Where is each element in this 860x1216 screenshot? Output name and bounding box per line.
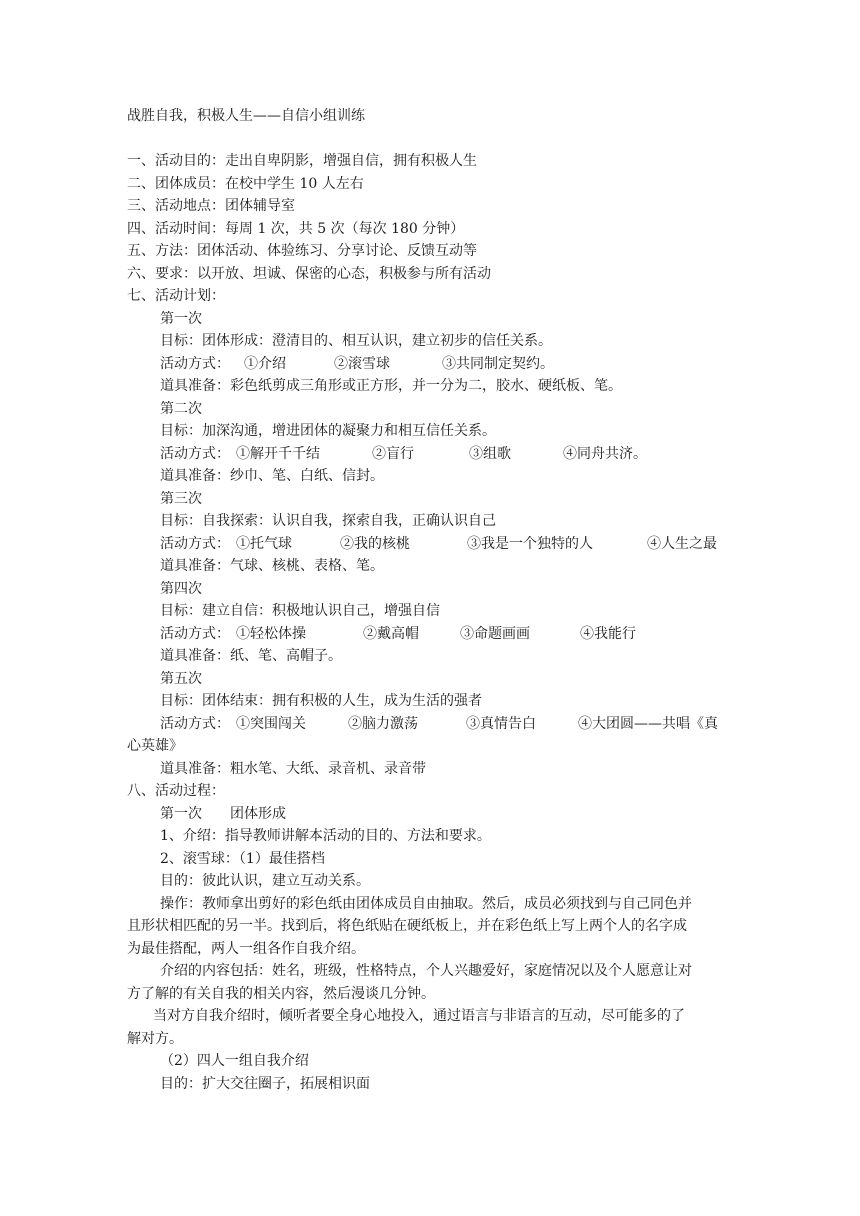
activity-item: ①突围闯关 <box>236 716 306 732</box>
session-label: 第三次 <box>160 491 202 507</box>
activity-item: ①解开千千结 <box>236 446 320 462</box>
session-goal: 目标：加深沟通，增进团体的凝聚力和相互信任关系。 <box>160 423 496 439</box>
activity-item: ④大团圆——共唱《真 <box>578 716 718 732</box>
session-label: 第一次 <box>160 311 202 327</box>
activity-item: ②我的核桃 <box>340 536 410 552</box>
activities-label: 活动方式： <box>160 536 230 552</box>
session-goal: 目标：团体形成：澄清目的、相互认识，建立初步的信任关系。 <box>160 333 552 349</box>
session-goal: 目标：建立自信：积极地认识自己，增强自信 <box>160 603 440 619</box>
paragraph-line: 解对方。 <box>127 1031 183 1047</box>
activity-item: ③共同制定契约。 <box>442 356 554 372</box>
section-time: 四、活动时间：每周 1 次，共 5 次（每次 180 分钟） <box>127 221 465 237</box>
session-activities-wrap: 心英雄》 <box>127 738 183 754</box>
activity-item: ②脑力激荡 <box>348 716 418 732</box>
activity-item: ②滚雪球 <box>334 356 390 372</box>
activities-label: 活动方式： <box>160 716 230 732</box>
paragraph-line: 当对方自我介绍时，倾听者要全身心地投入，通过语言与非语言的互动，尽可能多的了 <box>153 1008 685 1024</box>
activity-item: ①介绍 <box>244 356 286 372</box>
activity-item: ③命题画画 <box>460 626 530 642</box>
section-purpose: 一、活动目的：走出自卑阴影，增强自信，拥有积极人生 <box>127 153 477 169</box>
activities-label: 活动方式： <box>160 356 230 372</box>
session-props: 道具准备：气球、核桃、表格、笔。 <box>160 558 384 574</box>
section-members: 二、团体成员：在校中学生 10 人左右 <box>127 176 364 192</box>
activity-item: ③真情告白 <box>466 716 536 732</box>
session-label: 第五次 <box>160 671 202 687</box>
session-props: 道具准备：粗水笔、大纸、录音机、录音带 <box>160 761 426 777</box>
session-goal: 目标：团体结束：拥有积极的人生，成为生活的强者 <box>160 693 482 709</box>
process-snowball-purpose: 目的：彼此认识，建立互动关系。 <box>160 873 370 889</box>
activity-item: ④人生之最 <box>647 536 717 552</box>
section-methods: 五、方法：团体活动、体验练习、分享讨论、反馈互动等 <box>127 243 477 259</box>
activity-item: ②盲行 <box>372 446 414 462</box>
process-group-purpose: 目的：扩大交往圈子，拓展相识面 <box>160 1076 370 1092</box>
session-props: 道具准备：纱巾、笔、白纸、信封。 <box>160 468 384 484</box>
paragraph-line: 方了解的有关自我的相关内容，然后漫谈几分钟。 <box>127 986 435 1002</box>
process-first-title: 团体形成 <box>230 806 286 822</box>
activities-label: 活动方式： <box>160 446 230 462</box>
activity-item: ④我能行 <box>580 626 636 642</box>
activities-label: 活动方式： <box>160 626 230 642</box>
document-title: 战胜自我，积极人生——自信小组训练 <box>127 108 365 124</box>
paragraph-line: 操作：教师拿出剪好的彩色纸由团体成员自由抽取。然后，成员必须找到与自己同色并 <box>160 896 692 912</box>
session-goal: 目标：自我探索：认识自我，探索自我，正确认识自己 <box>160 513 496 529</box>
process-intro: 1、介绍：指导教师讲解本活动的目的、方法和要求。 <box>160 828 491 844</box>
activity-item: ③组歌 <box>469 446 511 462</box>
section-location: 三、活动地点：团体辅导室 <box>127 198 295 214</box>
process-heading: 八、活动过程： <box>127 783 225 799</box>
session-props: 道具准备：彩色纸剪成三角形或正方形，并一分为二，胶水、硬纸板、笔。 <box>160 378 622 394</box>
activity-item: ①轻松体操 <box>236 626 306 642</box>
paragraph-line: 为最佳搭配，两人一组各作自我介绍。 <box>127 941 365 957</box>
activity-item: ③我是一个独特的人 <box>467 536 593 552</box>
process-first-label: 第一次 <box>160 806 202 822</box>
section-requirements: 六、要求：以开放、坦诚、保密的心态，积极参与所有活动 <box>127 266 491 282</box>
process-group-intro: （2）四人一组自我介绍 <box>160 1053 309 1069</box>
process-snowball: 2、滚雪球：（1）最佳搭档 <box>160 851 325 867</box>
section-plan-heading: 七、活动计划： <box>127 288 225 304</box>
paragraph-line: 且形状相匹配的另一半。找到后，将色纸贴在硬纸板上，并在彩色纸上写上两个人的名字成 <box>127 918 687 934</box>
activity-item: ②戴高帽 <box>363 626 419 642</box>
activity-item: ①托气球 <box>236 536 292 552</box>
paragraph-line: 介绍的内容包括：姓名，班级，性格特点，个人兴趣爱好，家庭情况以及个人愿意让对 <box>160 963 692 979</box>
session-label: 第二次 <box>160 401 202 417</box>
activity-item: ④同舟共济。 <box>563 446 647 462</box>
session-label: 第四次 <box>160 581 202 597</box>
session-props: 道具准备：纸、笔、高帽子。 <box>160 648 342 664</box>
